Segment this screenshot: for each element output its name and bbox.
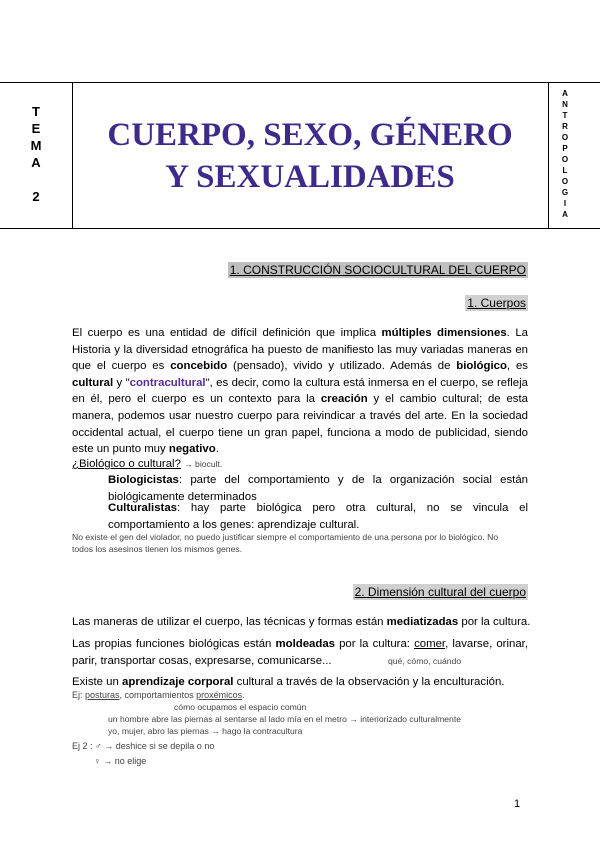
example-note: Ej 2 : ♂ → deshice si se depila o no (72, 741, 215, 751)
side-letter: O (561, 133, 569, 142)
side-letter: R (562, 122, 568, 131)
header-right-divider (548, 82, 549, 228)
biologicistas-item: Biologicistas: parte del comportamiento y de la organización social están biológicamente determinados (108, 474, 528, 503)
cuerpo-paragraph: El cuerpo es una entidad de difícil definición que implica múltiples dimensiones. La Historia y la diversidad etnográfica ha puesto de manifiesto las muy variadas maneras en que el cuerpo es concebido (pensado), vivido y utilizado. Además de biológico, es cultural y "contracultural", es decir, como la cultura está inmersa en el cuerpo, se refleja en él, pero el cuerpo es un contexto para la creación y el cambio cultural; de esta manera, podemos usar nuestro cuerpo para reivindicar a través del arte. En la sociedad occidental actual, el cuerpo tiene un gran papel, funciona a modo de publicidad, siendo este un punto muy negativo. (72, 327, 529, 456)
mediatizadas-paragraph: Las maneras de utilizar el cuerpo, las técnicas y formas están mediatizadas por la cultura. (72, 616, 531, 628)
side-letter: N (562, 100, 568, 109)
section-heading: 1. CONSTRUCCIÓN SOCIOCULTURAL DEL CUERPO (229, 263, 526, 277)
side-letter: O (561, 177, 569, 186)
subsection-heading: 2. Dimensión cultural del cuerpo (354, 585, 526, 599)
moldeadas-paragraph: Las propias funciones biológicas están moldeadas por la cultura: comer, lavarse, orinar, parir, transportar cosas, expresarse, comunicarse... (72, 638, 528, 667)
side-letter: I (563, 199, 567, 208)
bio-question: ¿Biológico o cultural? → biocult. (72, 458, 223, 470)
side-letter: L (562, 166, 568, 175)
header-top-border (0, 82, 600, 83)
example-note: cómo ocupamos el espacio común (174, 702, 307, 712)
tema-number: 2 (32, 189, 40, 204)
handwritten-note: No existe el gen del violador, no puedo justificar siempre el comportamiento de una persona por lo biológico. No (72, 532, 499, 542)
subsection-heading: 1. Cuerpos (467, 296, 526, 310)
tema-letter: T (32, 104, 40, 119)
example-note: ♀ → no elige (94, 756, 147, 766)
culturalistas-item: Culturalistas: hay parte biológica pero otra cultural, no se vincula el comportamiento a los genes: aprendizaje cultural. (108, 502, 528, 531)
page-title-line2: Y SEXUALIDADES (165, 159, 455, 195)
handwritten-note: todos los asesinos tienen los mismos genes. (72, 544, 243, 554)
tema-letter: E (31, 121, 41, 136)
tema-letter: M (30, 138, 42, 153)
side-letter: O (561, 155, 569, 164)
tema-letter: A (31, 155, 41, 170)
example-note: Ej: posturas, comportamientos proxémicos. (72, 690, 245, 700)
side-letter: A (562, 210, 568, 219)
page-title-line1: CUERPO, SEXO, GÉNERO (107, 117, 513, 153)
header-bottom-border (0, 228, 600, 229)
page-number: 1 (514, 798, 521, 810)
side-letter: T (562, 111, 568, 120)
side-letter: G (561, 188, 569, 197)
aprendizaje-paragraph: Existe un aprendizaje corporal cultural a través de la observación y la enculturación. (72, 676, 505, 688)
example-note: yo, mujer, abro las piernas → hago la contracultura (108, 726, 303, 736)
handwritten-note: qué, cómo, cuándo (388, 656, 462, 666)
example-note: un hombre abre las piernas al sentarse al lado mía en el metro → interiorizado culturalmente (108, 714, 462, 724)
side-letter: P (562, 144, 568, 153)
side-letter: A (562, 89, 568, 98)
